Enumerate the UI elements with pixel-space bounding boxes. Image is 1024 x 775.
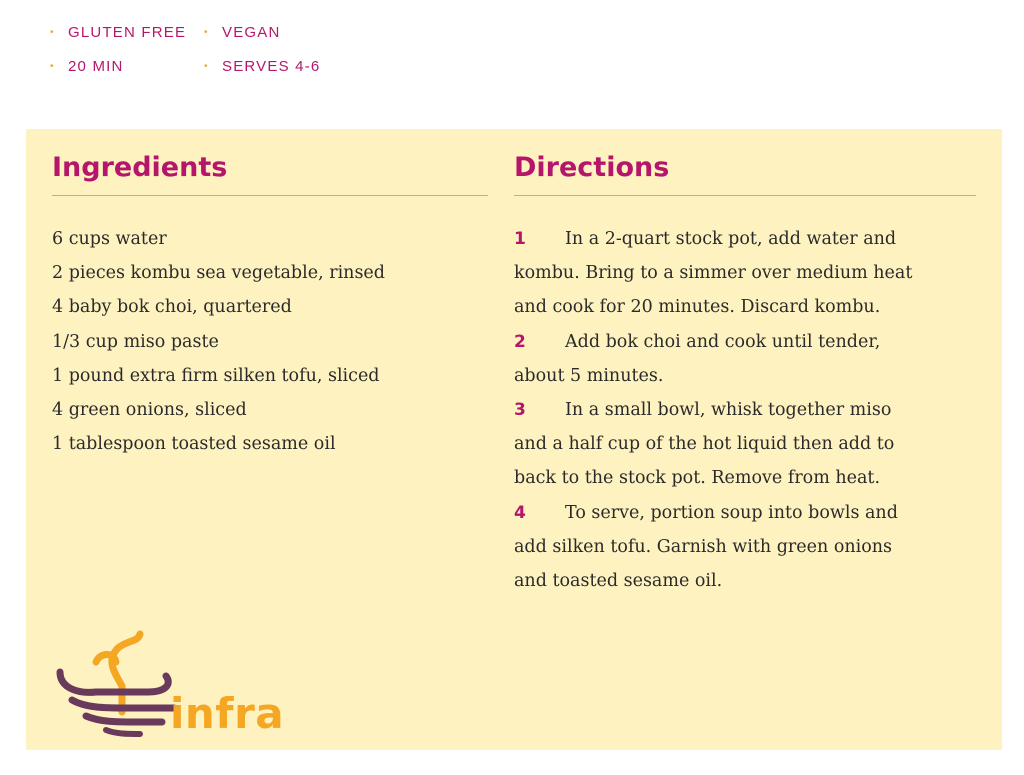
directions-heading: Directions <box>514 129 976 196</box>
directions-list <box>514 222 976 598</box>
step-text: In a small bowl, whisk together miso <box>565 400 892 421</box>
direction-step <box>514 393 976 496</box>
direction-step <box>514 222 976 325</box>
bullet-icon: • <box>50 26 55 38</box>
direction-step <box>514 496 976 599</box>
step-text: In a 2-quart stock pot, add water and <box>565 229 897 249</box>
directions-section <box>514 129 976 598</box>
tag-label: SERVES 4-6 <box>222 57 321 75</box>
ingredient-item: 6 cups water <box>52 229 167 249</box>
ingredients-section <box>52 129 488 461</box>
step-number: 4 <box>514 502 526 523</box>
ingredient-item: 1 tablespoon toasted sesame oil <box>52 434 336 455</box>
tag-servings <box>204 56 364 76</box>
ingredient-item: 2 pieces kombu sea vegetable, rinsed <box>52 263 385 284</box>
tag-time <box>50 56 204 76</box>
step-text: and toasted sesame oil. <box>514 571 723 592</box>
ingredients-heading: Ingredients <box>52 129 488 196</box>
tag-label: GLUTEN FREE <box>68 23 187 41</box>
ingredient-item: 4 baby bok choi, quartered <box>52 297 292 318</box>
tag-vegan <box>204 22 364 42</box>
step-number: 2 <box>514 331 526 352</box>
ingredient-item: 1/3 cup miso paste <box>52 331 219 352</box>
step-text: and cook for 20 minutes. Discard kombu. <box>514 297 881 318</box>
bullet-icon: • <box>204 60 209 72</box>
step-text: about 5 minutes. <box>514 365 664 386</box>
step-text: and a half cup of the hot liquid then add to <box>514 434 895 455</box>
direction-step <box>514 325 976 393</box>
ingredients-list <box>52 222 488 461</box>
step-text: back to the stock pot. Remove from heat. <box>514 468 881 489</box>
tag-gluten-free <box>50 22 204 42</box>
logo-wordmark: infra <box>170 689 285 738</box>
step-number: 1 <box>514 229 526 249</box>
step-text: add silken tofu. Garnish with green onions <box>514 536 893 557</box>
step-text: Add bok choi and cook until tender, <box>565 331 881 352</box>
ingredient-item: 1 pound extra firm silken tofu, sliced <box>52 365 380 386</box>
bullet-icon: • <box>50 60 55 72</box>
step-number: 3 <box>514 400 526 421</box>
step-text: To serve, portion soup into bowls and <box>565 502 898 523</box>
recipe-tags <box>50 22 364 76</box>
bullet-icon: • <box>204 26 209 38</box>
step-text: kombu. Bring to a simmer over medium heat <box>514 263 913 284</box>
ingredient-item: 4 green onions, sliced <box>52 399 247 420</box>
tag-label: VEGAN <box>222 23 281 41</box>
tag-label: 20 MIN <box>68 57 124 75</box>
